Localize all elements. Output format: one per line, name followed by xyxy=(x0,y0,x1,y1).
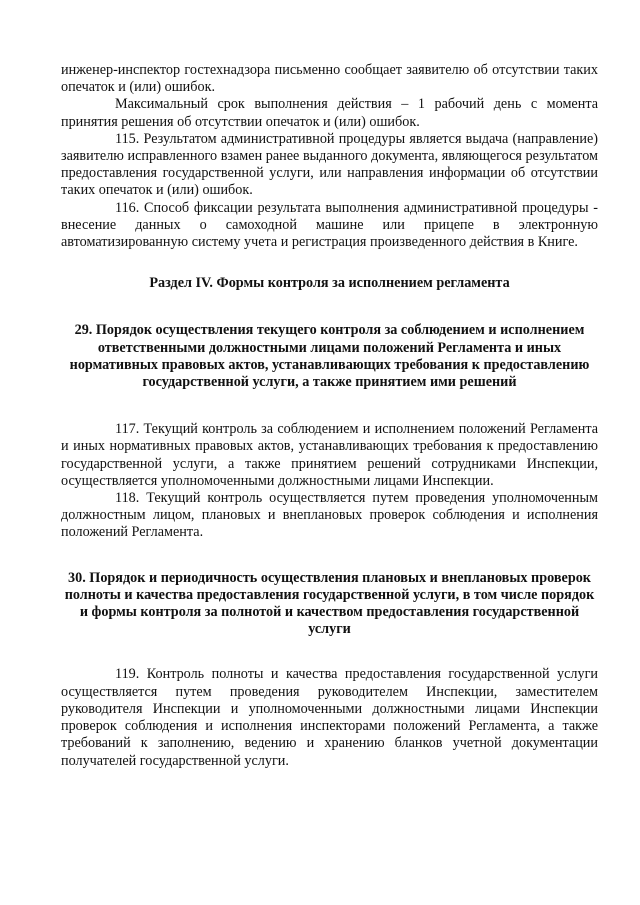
document-page xyxy=(61,62,598,770)
paragraph-116: 116. Способ фиксации результата выполнения административной процедуры - внесение данных о самоходной машине или прицепе в электронную автоматизированную систему учета и регистрация произведенного действия в Книге. xyxy=(61,199,598,251)
paragraph-118: 118. Текущий контроль осуществляется путем проведения уполномоченным должностным лицом, плановых и внеплановых проверок соблюдения и исполнения положений Регламента. xyxy=(61,490,598,541)
spacer xyxy=(61,638,598,666)
spacer xyxy=(61,542,598,570)
spacer xyxy=(61,391,598,421)
spacer xyxy=(61,292,598,322)
paragraph-115: 115. Результатом административной процедуры является выдача (направление) заявителю исправленного взамен ранее выданного документа, являющегося результатом предоставления государственной услуги, или направления информации об отсутствии таких опечаток и (или) ошибок. xyxy=(61,130,598,199)
paragraph-117: 117. Текущий контроль за соблюдением и исполнением положений Регламента и иных нормативных правовых актов, устанавливающих требования к предоставлению государственной услуги, а также принятием решений сотрудниками Инспекции, осуществляется уполномоченными должностными лицами Инспекции. xyxy=(61,421,598,489)
spacer xyxy=(61,251,598,275)
paragraph-max-term: Максимальный срок выполнения действия – 1 рабочий день с момента принятия решения об отсутствии опечаток и (или) ошибок. xyxy=(61,96,598,130)
section-heading: Раздел IV. Формы контроля за исполнением регламента xyxy=(149,275,510,292)
paragraph-119: 119. Контроль полноты и качества предоставления государственной услуги осуществляется путем проведения руководителем Инспекции, заместителем руководителя Инспекции и уполномоченными должностными лицами Инспекции проверок соблюдения и исполнения инспекторами положений Регламента, а также требований к заполнению, ведению и хранению бланков учетной документации получателей государственной услуги. xyxy=(61,666,598,769)
subsection-heading-30: 30. Порядок и периодичность осуществления плановых и внеплановых проверок полноты и качества предоставления государственной услуги, в том числе порядок и формы контроля за полнотой и качеством предоставления государственной услуги xyxy=(64,569,595,638)
paragraph-continuation: инженер-инспектор гостехнадзора письменно сообщает заявителю об отсутствии таких опечаток и (или) ошибок. xyxy=(61,62,598,96)
subsection-heading-29: 29. Порядок осуществления текущего контроля за соблюдением и исполнением ответственными должностными лицами положений Регламента и иных нормативных правовых актов, устанавливающих требования к предоставлению государственной услуги, а также принятием ими решений xyxy=(69,322,590,391)
